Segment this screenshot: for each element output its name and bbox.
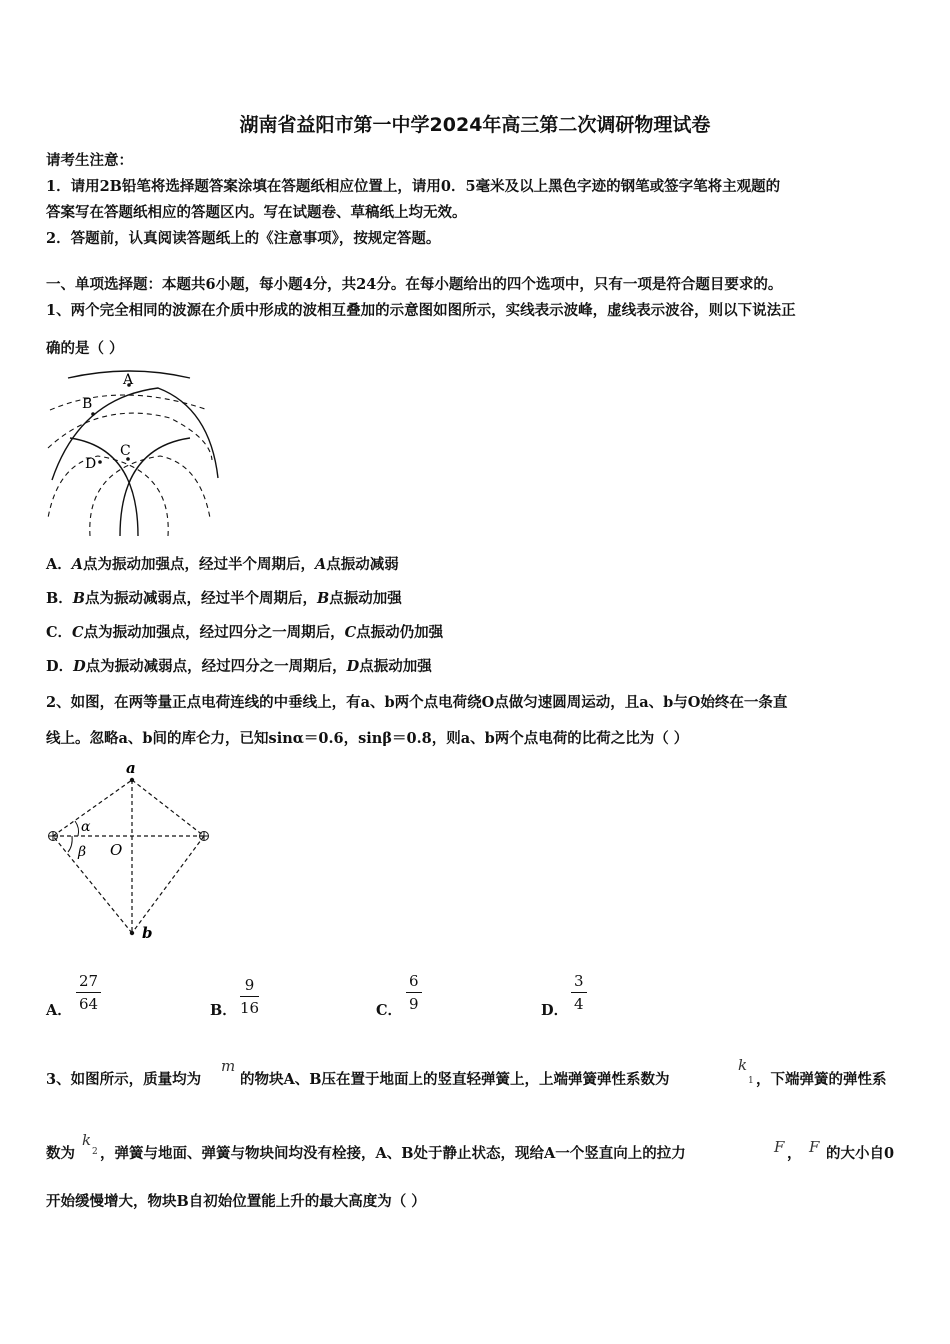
figure-label-beta: β xyxy=(78,844,87,860)
figure-label-a: A xyxy=(123,372,134,388)
figure-label-d: D xyxy=(85,456,97,472)
crest-arc-left xyxy=(52,388,218,480)
q3-part-4: 数为 xyxy=(46,1145,75,1162)
q2-option-c-key[interactable]: C． xyxy=(376,1002,403,1019)
q3-part-2: 的物块A、B压在置于地面上的竖直轻弹簧上，上端弹簧弹性系数为 xyxy=(240,1071,670,1088)
q2-stem-line1: 2、如图，在两等量正点电荷连线的中垂线上，有a、b两个点电荷绕O点做匀速圆周运动，且a、b与O始终在一条直 xyxy=(46,694,788,711)
q1-option-a[interactable]: A．A点为振动加强点，经过半个周期后，A点振动减弱 xyxy=(46,556,399,573)
q2-stem-line2: 线上。忽略a、b间的库仑力，已知sinα＝0.6，sinβ＝0.8，则a、b两个点电荷的比荷之比为（ ） xyxy=(46,730,689,747)
figure-label-a-charge: a xyxy=(126,760,136,777)
wave-interference-figure xyxy=(40,368,220,538)
page-title: 湖南省益阳市第一中学2024年高三第二次调研物理试卷 xyxy=(239,114,711,136)
trough-arc-top xyxy=(50,395,208,410)
figure-label-b-charge: b xyxy=(142,924,153,942)
charge-figure xyxy=(40,760,220,945)
q3-part-8: 开始缓慢增大，物块B自初始位置能上升的最大高度为（ ） xyxy=(46,1193,426,1210)
notice-line-1a: 1．请用2B铅笔将选择题答案涂填在答题纸相应位置上，请用0．5毫米及以上黑色字迹的钢笔或签字笔将主观题的 xyxy=(46,178,781,195)
q3-part-1: 3、如图所示，质量均为 xyxy=(46,1071,202,1088)
q3-part-5: ，弹簧与地面、弹簧与物块间均没有栓接，A、B处于静止状态，现给A一个竖直向上的拉力 xyxy=(100,1145,686,1162)
q2-option-b-key[interactable]: B． xyxy=(210,1002,237,1019)
q2-option-b-fraction[interactable]: 9 16 xyxy=(240,976,260,1017)
q2-option-a-key[interactable]: A． xyxy=(46,1002,72,1019)
q2-option-a-fraction[interactable]: 27 64 xyxy=(76,972,101,1013)
figure-label-b: B xyxy=(82,396,93,412)
q3-part-6: ， xyxy=(787,1145,802,1162)
q1-option-b[interactable]: B．B点为振动减弱点，经过半个周期后，B点振动加强 xyxy=(46,590,402,607)
q3-part-7: 的大小自0 xyxy=(826,1145,895,1162)
q3-symbol-k1: k xyxy=(738,1056,748,1074)
q3-symbol-f2: F xyxy=(809,1138,820,1156)
q1-option-d[interactable]: D．D点为振动减弱点，经过四分之一周期后，D点振动加强 xyxy=(46,658,432,675)
q3-symbol-k2: k xyxy=(82,1131,92,1149)
q3-subscript-2: 2 xyxy=(92,1147,98,1157)
q3-subscript-1: 1 xyxy=(748,1076,754,1086)
q1-stem-line2: 确的是（ ） xyxy=(46,340,124,357)
q1-option-c[interactable]: C．C点为振动加强点，经过四分之一周期后，C点振动仍加强 xyxy=(46,624,444,641)
q3-symbol-m: m xyxy=(221,1057,236,1075)
notice-heading: 请考生注意： xyxy=(46,152,133,169)
trough-arc-low-right xyxy=(90,456,210,536)
q1-stem-line1: 1、两个完全相同的波源在介质中形成的波相互叠加的示意图如图所示，实线表示波峰，虚线表示波谷，则以下说法正 xyxy=(46,302,796,319)
figure-label-c: C xyxy=(120,443,131,459)
figure-label-o: O xyxy=(110,841,123,859)
q3-symbol-f1: F xyxy=(774,1138,785,1156)
section-heading: 一、单项选择题：本题共6小题，每小题4分，共24分。在每小题给出的四个选项中，只有一项是符合题目要求的。 xyxy=(46,276,783,293)
figure-label-alpha: α xyxy=(81,819,91,835)
q2-option-d-fraction[interactable]: 3 4 xyxy=(571,972,587,1013)
q2-option-c-fraction[interactable]: 6 9 xyxy=(406,972,422,1013)
notice-line-1b: 答案写在答题纸相应的答题区内。写在试题卷、草稿纸上均无效。 xyxy=(46,204,467,221)
q2-option-d-key[interactable]: D． xyxy=(541,1002,569,1019)
notice-line-2: 2．答题前，认真阅读答题纸上的《注意事项》，按规定答题。 xyxy=(46,230,441,247)
trough-arc-low-left xyxy=(48,456,168,536)
q3-part-3: ，下端弹簧的弹性系 xyxy=(756,1071,887,1088)
